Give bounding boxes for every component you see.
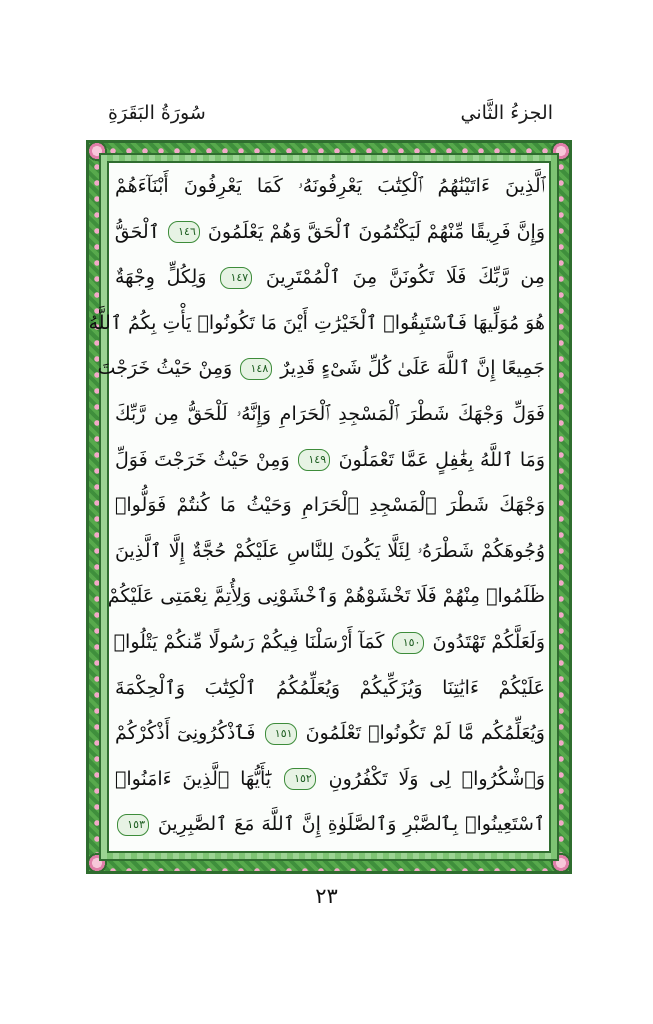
verse-text: ٱسْتَعِينُوا۟ بِٱلصَّبْرِ وَٱلصَّلَوٰةِ إِنَّ ٱللَّهَ مَعَ ٱلصَّٰبِرِينَ bbox=[157, 813, 545, 836]
juz-title: الجزءُ الثَّاني bbox=[460, 102, 553, 124]
verse-text: وَمِنْ حَيْثُ خَرَجْتَ فَوَلِّ bbox=[115, 448, 290, 471]
verse-line bbox=[115, 485, 545, 525]
ayah-number-marker: ١٤٩ bbox=[298, 449, 330, 471]
ayah-number-marker: ١٥٣ bbox=[117, 814, 149, 836]
verse-text: وَمِنْ حَيْثُ خَرَجْتَ bbox=[97, 357, 233, 380]
verse-text: فَٱذْكُرُونِىٓ أَذْكُرْكُمْ bbox=[115, 722, 256, 745]
verse-text: وَمَا ٱللَّهُ بِغَٰفِلٍ عَمَّا تَعْمَلُونَ bbox=[338, 448, 546, 471]
ayah-number-marker: ١٤٨ bbox=[240, 358, 272, 380]
verse-line bbox=[115, 668, 545, 708]
verse-line bbox=[115, 394, 545, 434]
ayah-number-marker: ١٥٠ bbox=[392, 632, 424, 654]
verse-text: فَوَلِّ وَجْهَكَ شَطْرَ ٱلْمَسْجِدِ ٱلْحَرَامِ وَإِنَّهُۥ لَلْحَقُّ مِن رَّبِّكَ bbox=[115, 403, 545, 425]
ayah-number-marker: ١٥٢ bbox=[284, 768, 316, 790]
verse-line bbox=[115, 804, 545, 844]
surah-title: سُورَةُ البَقَرَةِ bbox=[108, 102, 206, 124]
verse-line bbox=[115, 622, 545, 662]
verse-text: عَلَيْكُمْ ءَايَٰتِنَا وَيُزَكِّيكُمْ وَيُعَلِّمُكُمُ ٱلْكِتَٰبَ وَٱلْحِكْمَةَ bbox=[115, 676, 545, 699]
verse-text: ظَلَمُوا۟ مِنْهُمْ فَلَا تَخْشَوْهُمْ وَٱخْشَوْنِى وَلِأُتِمَّ نِعْمَتِى عَلَيْكُمْ bbox=[107, 585, 545, 608]
verse-text: ٱلَّذِينَ ءَاتَيْنَٰهُمُ ٱلْكِتَٰبَ يَعْرِفُونَهُۥ كَمَا يَعْرِفُونَ أَبْنَآءَهُمْ bbox=[115, 175, 545, 197]
verse-text: وَلَعَلَّكُمْ تَهْتَدُونَ bbox=[432, 631, 545, 653]
verse-text: كَمَآ أَرْسَلْنَا فِيكُمْ رَسُولًا مِّنكُمْ يَتْلُوا۟ bbox=[113, 631, 385, 653]
page-header bbox=[108, 102, 553, 136]
verse-text: ٱلْحَقُّ bbox=[114, 220, 160, 243]
verse-text: هُوَ مُوَلِّيهَا فَٱسْتَبِقُوا۟ ٱلْخَيْرَٰتِ أَيْنَ مَا تَكُونُوا۟ يَأْتِ بِكُمُ ٱللَّهُ bbox=[88, 311, 545, 334]
verse-line bbox=[97, 348, 545, 388]
verse-line bbox=[115, 166, 545, 206]
verse-line bbox=[115, 759, 545, 799]
verse-line bbox=[115, 212, 545, 252]
verse-text: وُجُوهَكُمْ شَطْرَهُۥ لِئَلَّا يَكُونَ لِلنَّاسِ عَلَيْكُمْ حُجَّةٌ إِلَّا ٱلَّذِينَ bbox=[115, 539, 545, 562]
verse-line bbox=[115, 713, 545, 753]
ayah-number-marker: ١٤٧ bbox=[220, 267, 252, 289]
verse-text: وَيُعَلِّمُكُم مَّا لَمْ تَكُونُوا۟ تَعْلَمُونَ bbox=[305, 722, 545, 745]
ayah-number-marker: ١٤٦ bbox=[168, 221, 200, 243]
verse-text: وَإِنَّ فَرِيقًا مِّنْهُمْ لَيَكْتُمُونَ ٱلْحَقَّ وَهُمْ يَعْلَمُونَ bbox=[207, 220, 545, 243]
ayah-number-marker: ١٥١ bbox=[265, 723, 297, 745]
verse-line bbox=[115, 531, 545, 571]
verse-text: وَلِكُلٍّ وِجْهَةٌ bbox=[115, 266, 207, 289]
page-number: ٢٣ bbox=[315, 884, 338, 908]
verse-line bbox=[115, 257, 545, 297]
verse-text: جَمِيعًا إِنَّ ٱللَّهَ عَلَىٰ كُلِّ شَىْءٍ قَدِيرٌ bbox=[280, 357, 545, 380]
verse-text: وَجْهَكَ شَطْرَ ٱلْمَسْجِدِ ٱلْحَرَامِ وَحَيْثُ مَا كُنتُمْ فَوَلُّوا۟ bbox=[115, 494, 545, 517]
verse-text: مِن رَّبِّكَ فَلَا تَكُونَنَّ مِنَ ٱلْمُمْتَرِينَ bbox=[265, 266, 545, 289]
verse-line bbox=[115, 440, 545, 480]
verse-line bbox=[107, 576, 545, 616]
quran-text-block bbox=[88, 166, 546, 850]
verse-text: وَٱشْكُرُوا۟ لِى وَلَا تَكْفُرُونِ bbox=[328, 767, 545, 790]
verse-text: يَٰٓأَيُّهَا ٱلَّذِينَ ءَامَنُوا۟ bbox=[115, 767, 272, 790]
verse-line bbox=[88, 303, 545, 343]
